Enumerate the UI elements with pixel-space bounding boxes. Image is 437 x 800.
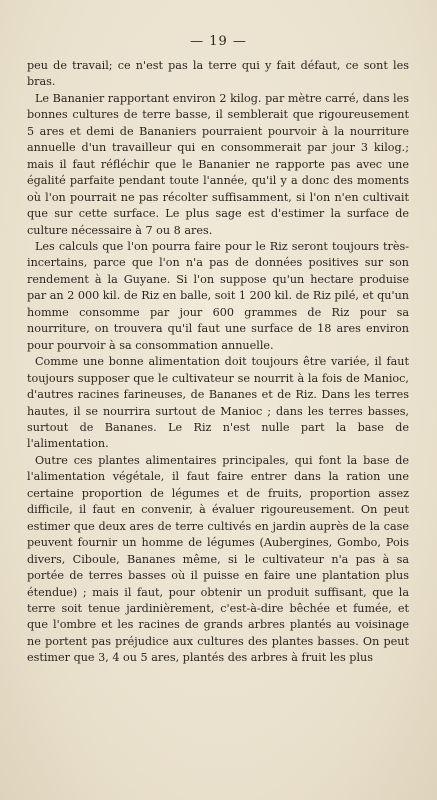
paragraph-bananier: Le Bananier rapportant environ 2 kilog. par mètre carré, dans les bonnes cultures de terre basse, il semblerait que rigoureusement 5 ares et demi de Bananiers pourraient pourvoir à la nourriture annuelle d'un travailleur qui en consommerait par jour 3 kilog.; mais il faut réfléchir que le Bananier ne rapporte pas avec une égalité parfaite pendant toute l'année, qu'il y a donc des moments où l'on pourrait ne pas récolter suffisamment, si l'on n'en cultivait que sur cette surface. Le plus sage est d'estimer la surface de culture nécessaire à 7 ou 8 ares. [27,91,409,237]
paragraph-alimentation: Comme une bonne alimentation doit toujours être variée, il faut toujours supposer que le cultivateur se nourrit à la fois de Manioc, d'autres racines farineuses, de Bananes et de Riz. Dans les terres hautes, il se nourrira surtout de Manioc ; dans les terres basses, surtout de Bananes. Le Riz n'est nulle part la base de l'alimentation. [27,355,409,451]
body-text [27,58,409,667]
paragraph-legumes: Outre ces plantes alimentaires principales, qui font la base de l'alimentation végétale, il faut faire entrer dans la ration une certaine proportion de légumes et de fruits, proportion assez difficile, il faut en convenir, à évaluer rigoureusement. On peut estimer que deux ares de terre cultivés en jardin auprès de la case peuvent fournir un homme de légumes (Aubergines, Gombo, Pois divers, Ciboule, Bananes même, si le cultivateur n'a pas à sa portée de terres basses où il puisse en faire une plantation plus étendue) ; mais il faut, pour obtenir un produit suffisant, que la terre soit tenue jardinièrement, c'est-à-dire bêchée et fumée, et que l'ombre et les racines de grands arbres plantés au voisinage ne portent pas préjudice aux cultures des plantes basses. On peut estimer que 3, 4 ou 5 ares, plantés des arbres à fruit les plus [27,453,409,665]
page-number: — 19 — [190,34,247,49]
paragraph-continued: peu de travail; ce n'est pas la terre qui y fait défaut, ce sont les bras. [27,59,409,89]
paragraph-riz: Les calculs que l'on pourra faire pour le Riz seront toujours très-incertains, parce que l'on n'a pas de données positives sur son rendement à la Guyane. Si l'on suppose qu'un hectare produise par an 2 000 kil. de Riz en balle, soit 1 200 kil. de Riz pilé, et qu'un homme consomme par jour 600 grammes de Riz pour sa nourriture, on trouvera qu'il faut une surface de 18 ares environ pour pourvoir à sa consommation annuelle. [27,239,409,352]
